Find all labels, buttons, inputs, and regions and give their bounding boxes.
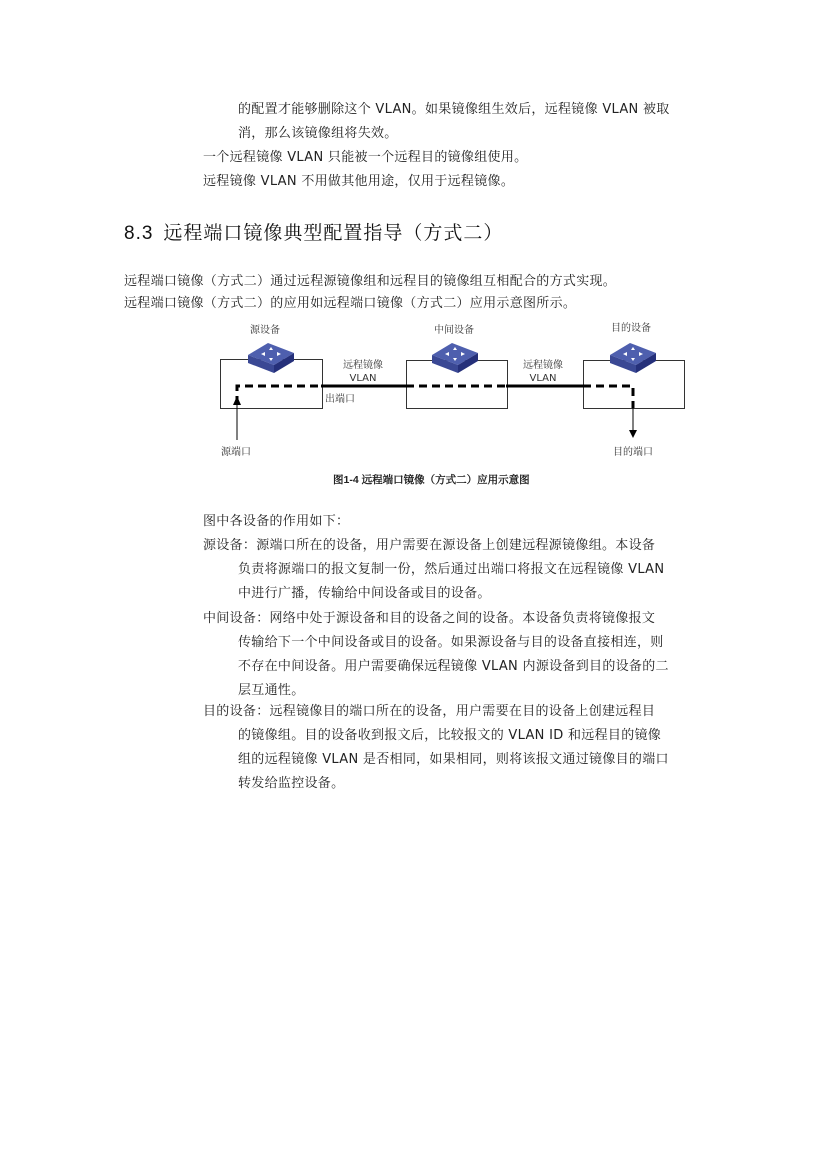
role-middle-line: 传输给下一个中间设备或目的设备。如果源设备与目的设备直接相连，则 bbox=[238, 635, 664, 650]
link-label-1 bbox=[343, 359, 383, 385]
roles-intro: 图中各设备的作用如下： bbox=[203, 514, 350, 529]
list-item: 远程镜像 VLAN 不用做其他用途，仅用于远程镜像。 bbox=[203, 174, 515, 189]
figure-caption: 图1-4 远程端口镜像（方式二）应用示意图 bbox=[333, 474, 530, 486]
role-dest-line: 转发给监控设备。 bbox=[238, 776, 345, 791]
role-middle-line: 中间设备：网络中处于源设备和目的设备之间的设备。本设备负责将镜像报文 bbox=[203, 611, 656, 626]
diagram-lines bbox=[0, 0, 827, 470]
link-label-2 bbox=[523, 359, 563, 385]
device-label-middle: 中间设备 bbox=[434, 325, 474, 336]
source-port-label: 源端口 bbox=[221, 447, 251, 458]
list-continuation-line: 的配置才能够删除这个 VLAN。如果镜像组生效后，远程镜像 VLAN 被取 bbox=[238, 102, 670, 117]
dest-port-label: 目的端口 bbox=[613, 447, 653, 458]
device-label-dest: 目的设备 bbox=[611, 323, 651, 334]
role-source-line: 中进行广播，传输给中间设备或目的设备。 bbox=[238, 586, 491, 601]
switch-icon bbox=[432, 343, 478, 373]
link-label-text: 远程镜像 bbox=[343, 360, 383, 371]
link-label-text: 远程镜像 bbox=[523, 360, 563, 371]
link-label-text: VLAN bbox=[529, 373, 557, 384]
role-middle-line: 不存在中间设备。用户需要确保远程镜像 VLAN 内源设备到目的设备的二 bbox=[238, 659, 669, 674]
out-port-label: 出端口 bbox=[325, 394, 355, 405]
list-item: 一个远程镜像 VLAN 只能被一个远程目的镜像组使用。 bbox=[203, 150, 528, 165]
role-dest-line: 组的远程镜像 VLAN 是否相同，如果相同，则将该报文通过镜像目的端口 bbox=[238, 752, 669, 767]
role-source-line: 负责将源端口的报文复制一份，然后通过出端口将报文在远程镜像 VLAN bbox=[238, 562, 665, 577]
intro-line: 远程端口镜像（方式二）的应用如远程端口镜像（方式二）应用示意图所示。 bbox=[124, 296, 577, 311]
link-label-text: VLAN bbox=[349, 373, 377, 384]
role-middle-line: 层互通性。 bbox=[238, 683, 305, 698]
section-number: 8.3 bbox=[124, 223, 154, 244]
intro-line: 远程端口镜像（方式二）通过远程源镜像组和远程目的镜像组互相配合的方式实现。 bbox=[124, 274, 617, 289]
role-dest-line: 目的设备：远程镜像目的端口所在的设备，用户需要在目的设备上创建远程目 bbox=[203, 704, 656, 719]
list-continuation-line: 消，那么该镜像组将失效。 bbox=[238, 126, 398, 141]
device-label-source: 源设备 bbox=[250, 325, 280, 336]
switch-icon bbox=[610, 343, 656, 373]
role-dest-line: 的镜像组。目的设备收到报文后，比较报文的 VLAN ID 和远程目的镜像 bbox=[238, 728, 662, 743]
role-source-line: 源设备：源端口所在的设备，用户需要在源设备上创建远程源镜像组。本设备 bbox=[203, 538, 656, 553]
switch-icon bbox=[248, 343, 294, 373]
section-title: 远程端口镜像典型配置指导（方式二） bbox=[163, 223, 504, 244]
